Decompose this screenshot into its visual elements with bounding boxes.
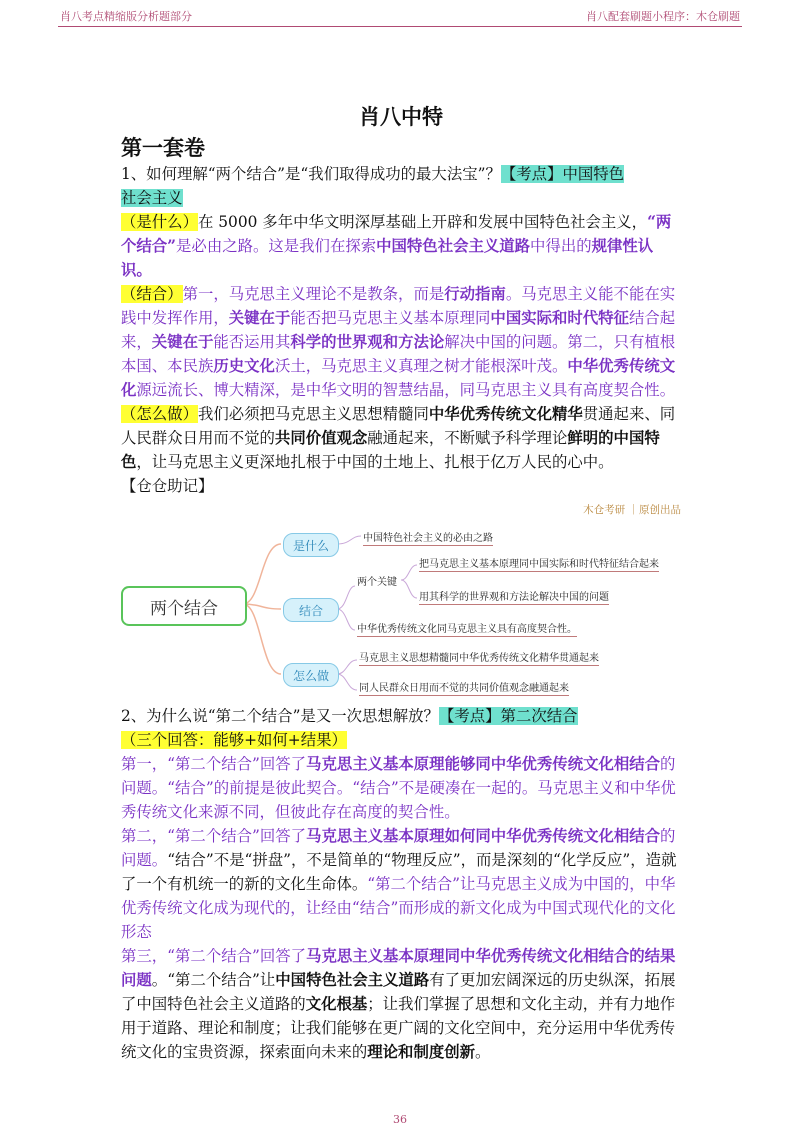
combine-text-4: 关键在于 — [228, 309, 291, 327]
how-text-1: 我们必须把马克思主义思想精髓同 — [197, 405, 429, 423]
mind-map — [111, 498, 711, 698]
q2-answers-tag — [121, 728, 681, 752]
combine-text-12: 历史文化 — [213, 357, 275, 375]
a2-text-5: “第二个结合”让马克思主义成为中国的，中华优秀传统文化成为现代的，让经由“结合”而形成的新文化成为中国式现代化的文化形态 — [121, 875, 676, 941]
a2-text-2: 马克思主义基本原理如何同中华优秀传统文化相结合 — [306, 827, 661, 845]
a1-text-1: 第一，“第二个结合”回答了 — [121, 755, 307, 773]
node-what: 是什么 — [283, 533, 339, 557]
a2-text-3: 的问题。 — [121, 827, 676, 869]
how-text-6: 鲜明的中国特色 — [121, 429, 660, 471]
how-text-3: 贯通起来、同人民群众日用而不觉的 — [121, 405, 676, 447]
combine-text-6: 中国实际和时代特征 — [490, 309, 629, 327]
how-text-5: 融通起来，不断赋予科学理论 — [367, 429, 568, 447]
what-text-4: 中国特色社会主义道路 — [376, 237, 531, 255]
q1-kp-tag: 【考点】 — [500, 165, 563, 183]
a2-text-1: 第二，“第二个结合”回答了 — [121, 827, 307, 845]
a1-text-3: 的问题。“结合”的前提是彼此契合。“结合”不是硬凑在一起的。马克思主义和中华优秀传统文化来源不同，但彼此存在高度的契合性。 — [121, 755, 676, 821]
leaf-combine: 中华优秀传统文化同马克思主义具有高度契合性。 — [357, 620, 577, 637]
q1-what — [121, 210, 681, 282]
memo-label: 【仓仓助记】 — [121, 477, 214, 495]
node-how: 怎么做 — [283, 663, 339, 687]
how-tag: （怎么做） — [121, 405, 198, 423]
leaf-two-keys: 两个关键 — [357, 577, 397, 588]
combine-text-14: 中华优秀传统文化 — [121, 357, 676, 399]
set-title: 第一套卷 — [121, 136, 205, 160]
combine-text-3: 。马克思主义能不能在实践中发挥作用， — [121, 285, 676, 327]
what-text-1: 在 5000 多年中华文明深厚基础上开辟和发展中国特色社会主义， — [197, 213, 648, 231]
q2-answer-2 — [121, 824, 681, 944]
answers-tag: （三个回答：能够+如何+结果） — [121, 731, 347, 749]
combine-tag: （结合） — [121, 285, 183, 303]
what-text-2: “两个结合” — [121, 213, 672, 255]
how-text-7: ，让马克思主义更深地扎根于中国的土地上、扎根于亿万人民的心中。 — [136, 453, 614, 471]
combine-text-2: 行动指南 — [444, 285, 506, 303]
leaf-what: 中国特色社会主义的必由之路 — [363, 529, 493, 546]
q1-question-text: 1、如何理解“两个结合”是“我们取得成功的最大法宝”？ — [121, 165, 501, 183]
leaf-how-1: 马克思主义思想精髓同中华优秀传统文化精华贯通起来 — [359, 649, 599, 666]
a2-text-4: “结合”不是“拼盘”，不是简单的“物理反应”，而是深刻的“化学反应”，造就了一个有机统一的新的文化生命体。 — [121, 851, 677, 893]
a3-text-8: 理论和制度创新 — [367, 1043, 476, 1061]
leaf-key-2: 用其科学的世界观和方法论解决中国的问题 — [419, 588, 609, 605]
combine-text-10: 科学的世界观和方法论 — [290, 333, 445, 351]
q2-answer-3 — [121, 944, 681, 1064]
what-text-6: 规律性认识。 — [121, 237, 654, 279]
q2-question — [121, 704, 681, 728]
combine-text-5: 能否把马克思主义基本原理同 — [290, 309, 491, 327]
a3-text-5: 有了更加宏阔深远的历史纵深，拓展了中国特色社会主义道路的 — [121, 971, 676, 1013]
q1-combine — [121, 282, 681, 402]
main-content — [121, 100, 681, 1064]
what-text-3: 是必由之路。这是我们在探索 — [176, 237, 377, 255]
leaf-key-1: 把马克思主义基本原理同中国实际和时代特征结合起来 — [419, 555, 659, 572]
q2-question-text: 2、为什么说“第二个结合”是又一次思想解放？ — [121, 707, 439, 725]
q1-question — [121, 162, 681, 210]
q2-answer-1 — [121, 752, 681, 824]
a3-text-2: 马克思主义基本原理同中华优秀传统文化相结合的结果问题 — [121, 947, 676, 989]
what-text-5: 中得出的 — [530, 237, 592, 255]
a3-text-6: 文化根基 — [305, 995, 368, 1013]
page-title: 肖八中特 — [359, 105, 443, 129]
page-number: 36 — [393, 1113, 407, 1126]
q1-how — [121, 402, 681, 474]
q1-kp-text: 中国特色 — [562, 165, 625, 183]
combine-text-13: 沃土，马克思主义真理之树才能根深叶茂。 — [274, 357, 568, 375]
header-divider — [58, 26, 742, 27]
combine-text-9: 能否运用其 — [213, 333, 291, 351]
node-combine: 结合 — [283, 598, 339, 622]
q2-kp-text: 第二次结合 — [500, 707, 578, 725]
header-right-text: 肖八配套刷题小程序：木仓刷题 — [586, 10, 740, 23]
q1-kp-text2: 社会主义 — [121, 189, 183, 207]
combine-text-8: 关键在于 — [151, 333, 214, 351]
a1-text-2: 马克思主义基本原理能够同中华优秀传统文化相结合 — [306, 755, 661, 773]
leaf-how-2: 同人民群众日用而不觉的共同价值观念融通起来 — [359, 679, 569, 696]
what-tag: （是什么） — [121, 213, 198, 231]
a3-text-7: ；让我们掌握了思想和文化主动，并有力地作用于道路、理论和制度；让我们能够在更广阔的文化空间中，充分运用中华优秀传统文化的宝贵资源，探索面向未来的 — [121, 995, 676, 1061]
a3-text-4: 中国特色社会主义道路 — [275, 971, 430, 989]
combine-text-11: 解决中国的问题。第二，只有植根本国、本民族 — [121, 333, 676, 375]
combine-text-1: 第一，马克思主义理论不是教条，而是 — [182, 285, 445, 303]
a3-text-1: 第三，“第二个结合”回答了 — [121, 947, 307, 965]
combine-text-15: 源远流长、博大精深，是中华文明的智慧结晶，同马克思主义具有高度契合性。 — [136, 381, 676, 399]
mind-map-brand: 木仓考研 ｜原创出品 — [583, 504, 681, 516]
how-text-2: 中华优秀传统文化精华 — [428, 405, 583, 423]
combine-text-7: 结合起来， — [121, 309, 676, 351]
how-text-4: 共同价值观念 — [274, 429, 368, 447]
a3-text-3: 。“第二个结合”让 — [151, 971, 276, 989]
mind-map-root: 两个结合 — [121, 586, 247, 626]
q2-kp-tag: 【考点】 — [438, 707, 501, 725]
a3-text-9: 。 — [475, 1043, 491, 1061]
header-left-text: 肖八考点精缩版分析题部分 — [60, 10, 192, 23]
